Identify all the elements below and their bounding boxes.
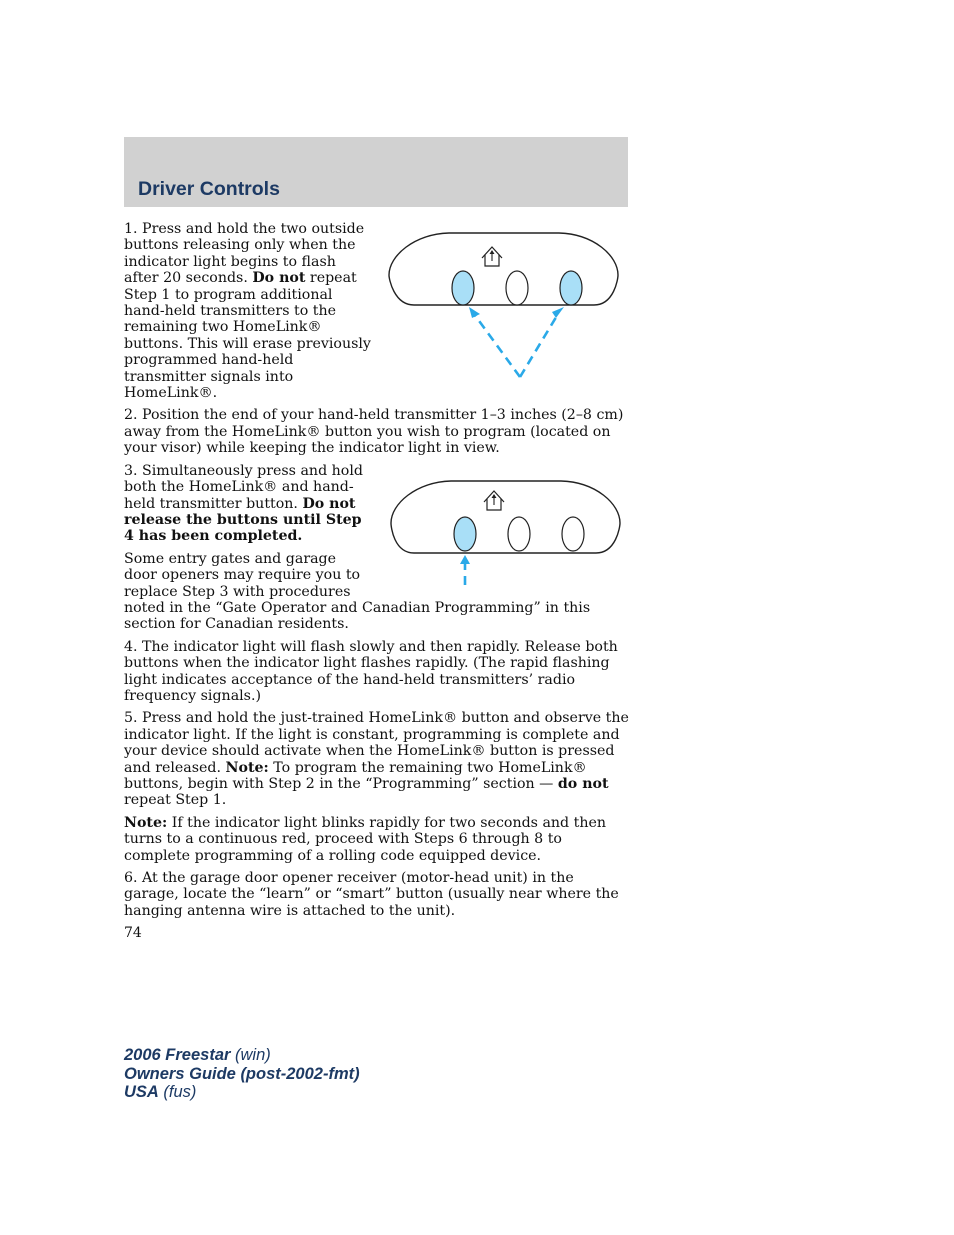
section-header-band xyxy=(124,137,628,207)
press-arrows xyxy=(469,307,564,377)
homelink-figure-left-button xyxy=(384,463,632,587)
footer-guide: Owners Guide (post-2002-fmt) xyxy=(124,1064,360,1083)
page-number: 74 xyxy=(124,925,142,941)
step-6-paragraph: 6. At the garage door opener receiver (motor-head unit) in the garage, locate the “learn” or “smart” button (usually near where the hanging antenna wire is attached to the unit). xyxy=(124,870,619,919)
step-3-paragraph: 3. Simultaneously press and hold both the HomeLink® and hand-held transmitter button. Do not release the buttons until Step 4 has been completed. xyxy=(124,462,363,545)
section-title: Driver Controls xyxy=(138,178,280,200)
homelink-button-right xyxy=(562,517,584,551)
homelink-button-left xyxy=(454,517,476,551)
homelink-button-center xyxy=(506,271,528,305)
homelink-button-center xyxy=(508,517,530,551)
body-text xyxy=(124,221,630,925)
press-arrow xyxy=(460,555,470,585)
homelink-panel-outline xyxy=(389,233,618,305)
document-footer: 2006 Freestar (win) Owners Guide (post-2002-fmt) USA (fus) xyxy=(124,1046,360,1101)
step-4-paragraph: 4. The indicator light will flash slowly and then rapidly. Release both buttons when the indicator light flashes rapidly. (The rapid flashing light indicates acceptance of the hand-held transmitters’ radio frequency signals.) xyxy=(124,638,618,704)
homelink-button-left xyxy=(452,271,474,305)
step-1-paragraph: 1. Press and hold the two outside buttons releasing only when the indicator light begins to flash after 20 seconds. Do not repeat Step 1 to program additional hand-held transmitters to the remaining two HomeLink® buttons. This will erase previously programmed hand-held transmitter signals into HomeLink®. xyxy=(124,221,371,402)
footer-region: USA xyxy=(124,1083,159,1101)
homelink-panel-outline xyxy=(391,481,620,553)
homelink-button-right xyxy=(560,271,582,305)
gate-note-paragraph: Some entry gates and garage door openers may require you to replace Step 3 with procedures noted in the “Gate Operator and Canadian Programming” in this section for Canadian residents. xyxy=(124,550,591,633)
footer-model: 2006 Freestar xyxy=(124,1046,231,1064)
step-5-paragraph: 5. Press and hold the just-trained HomeLink® button and observe the indicator light. If the light is constant, programming is complete and your device should activate when the HomeLink® button is pressed and released. Note: To program the remaining two HomeLink® buttons, begin with Step 2 in the “Programming” section — do not repeat Step 1. xyxy=(124,710,629,809)
note-paragraph: Note: If the indicator light blinks rapidly for two seconds and then turns to a continuous red, proceed with Steps 6 through 8 to complete programming of a rolling code equipped device. xyxy=(124,814,607,864)
step-2-paragraph: 2. Position the end of your hand-held transmitter 1–3 inches (2–8 cm) away from the HomeLink® button you wish to program (located on your visor) while keeping the indicator light in view. xyxy=(124,407,624,457)
homelink-figure-outer-buttons xyxy=(384,221,632,379)
